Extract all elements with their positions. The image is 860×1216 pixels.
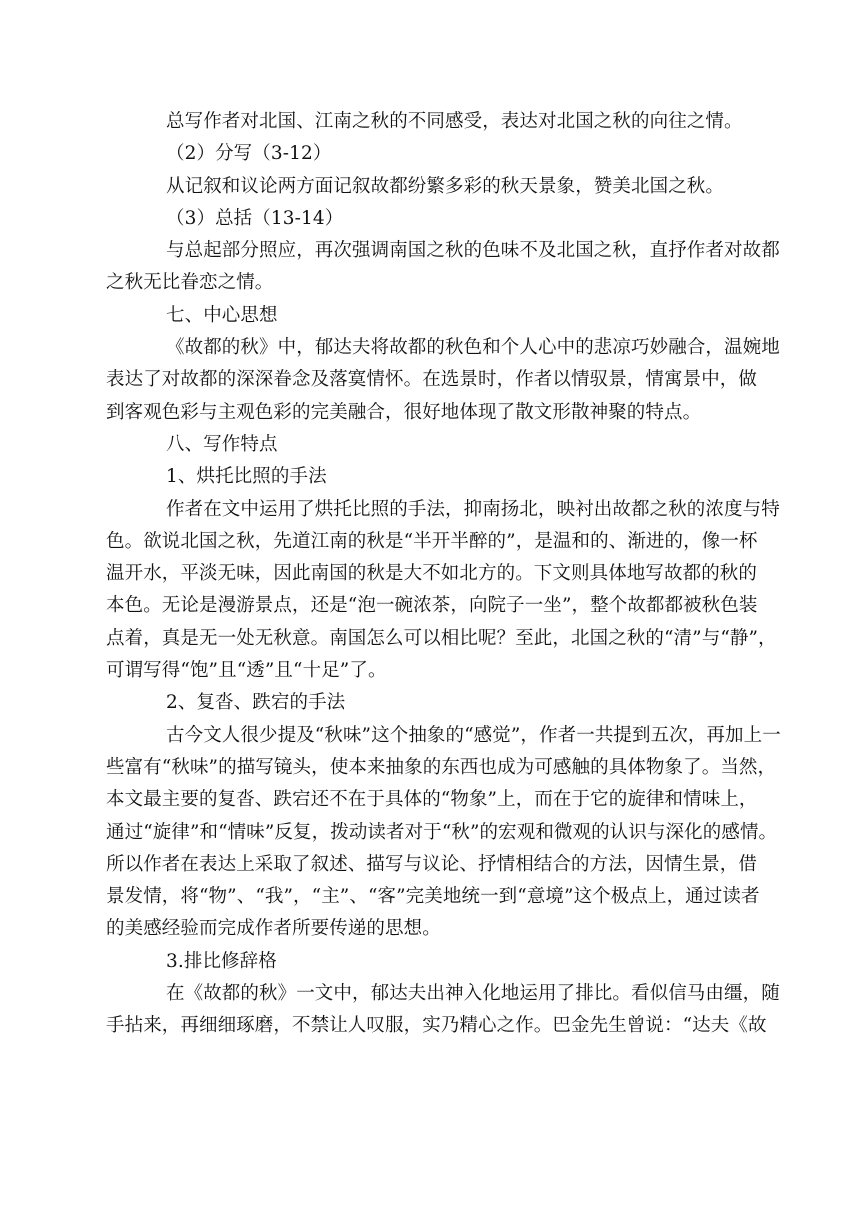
text-line: 之秋无比眷恋之情。 — [106, 272, 274, 294]
text-line: 古今文人很少提及“秋味”这个抽象的“感觉”，作者一共提到五次，再加上一 — [166, 724, 781, 746]
paragraph-p3 — [166, 171, 740, 203]
text-line: 3.排比修辞格 — [166, 950, 277, 972]
paragraph-p10 — [106, 494, 780, 688]
text-line: （2）分写（3-12） — [166, 143, 332, 165]
paragraph-p8 — [166, 429, 740, 461]
text-line: 些富有“秋味”的描写镜头，使本来抽象的东西也成为可感触的具体物象了。当然， — [106, 756, 777, 778]
text-line: 温开水，平淡无味，因此南国的秋是大不如北方的。下文则具体地写故都的秋的 — [106, 563, 758, 585]
text-line: 与总起部分照应，再次强调南国之秋的色味不及北国之秋，直抒作者对故都 — [166, 240, 780, 262]
paragraph-p13 — [166, 946, 740, 978]
text-line: 本文最主要的复沓、跌宕还不在于具体的“物象”上，而在于它的旋律和情味上， — [106, 789, 758, 811]
paragraph-p11 — [166, 687, 740, 719]
text-line: 2、复沓、跌宕的手法 — [166, 692, 346, 714]
text-line: 作者在文中运用了烘托比照的手法，抑南扬北，映衬出故都之秋的浓度与特 — [166, 498, 780, 520]
text-line: 所以作者在表达上采取了叙述、描写与议论、抒情相结合的方法，因情生景，借 — [106, 853, 758, 875]
text-line: 七、中心思想 — [166, 304, 278, 326]
paragraph-p9 — [166, 461, 740, 493]
text-line: 《故都的秋》中，郁达夫将故都的秋色和个人心中的悲凉巧妙融合，温婉地 — [166, 337, 780, 359]
text-line: 表达了对故都的深深眷念及落寞情怀。在选景时，作者以情驭景，情寓景中，做 — [106, 369, 758, 391]
text-line: 可谓写得“饱”且“透”且“十足”了。 — [106, 660, 387, 682]
text-line: 八、写作特点 — [166, 433, 278, 455]
paragraph-p5 — [106, 235, 780, 300]
text-line: 手拈来，再细细琢磨，不禁让人叹服，实乃精心之作。巴金先生曾说：“达夫《故 — [106, 1015, 767, 1037]
paragraph-p6 — [166, 300, 740, 332]
text-line: 的美感经验而完成作者所要传递的思想。 — [106, 918, 441, 940]
text-line: 总写作者对北国、江南之秋的不同感受，表达对北国之秋的向往之情。 — [166, 111, 743, 132]
paragraph-p4 — [166, 203, 740, 235]
text-line: 到客观色彩与主观色彩的完美融合，很好地体现了散文形散神聚的特点。 — [106, 401, 702, 423]
paragraph-p7 — [106, 332, 780, 429]
paragraph-p14 — [106, 978, 780, 1043]
text-line: （3）总括（13-14） — [166, 207, 344, 229]
text-line: 点着，真是无一处无秋意。南国怎么可以相比呢？至此，北国之秋的“清”与“静”， — [106, 627, 777, 649]
paragraph-p1 — [166, 106, 743, 138]
document-body — [106, 106, 781, 1043]
text-line: 1、烘托比照的手法 — [166, 466, 327, 488]
text-line: 景发情，将“物”、“我”，“主”、“客”完美地统一到“意境”这个极点上，通过读者 — [106, 886, 760, 908]
text-line: 通过“旋律”和“情味”反复，拨动读者对于“秋”的宏观和微观的认识与深化的感情。 — [106, 821, 778, 843]
text-line: 本色。无论是漫游景点，还是“泡一碗浓茶，向院子一坐”，整个故都都被秋色装 — [106, 595, 758, 617]
paragraph-p2 — [166, 138, 740, 170]
text-line: 从记叙和议论两方面记叙故都纷繁多彩的秋天景象，赞美北国之秋。 — [166, 175, 725, 197]
text-line: 色。欲说北国之秋，先道江南的秋是“半开半醉的”，是温和的、渐进的，像一杯 — [106, 530, 758, 552]
paragraph-p12 — [106, 720, 781, 946]
text-line: 在《故都的秋》一文中，郁达夫出神入化地运用了排比。看似信马由缰，随 — [166, 983, 780, 1005]
